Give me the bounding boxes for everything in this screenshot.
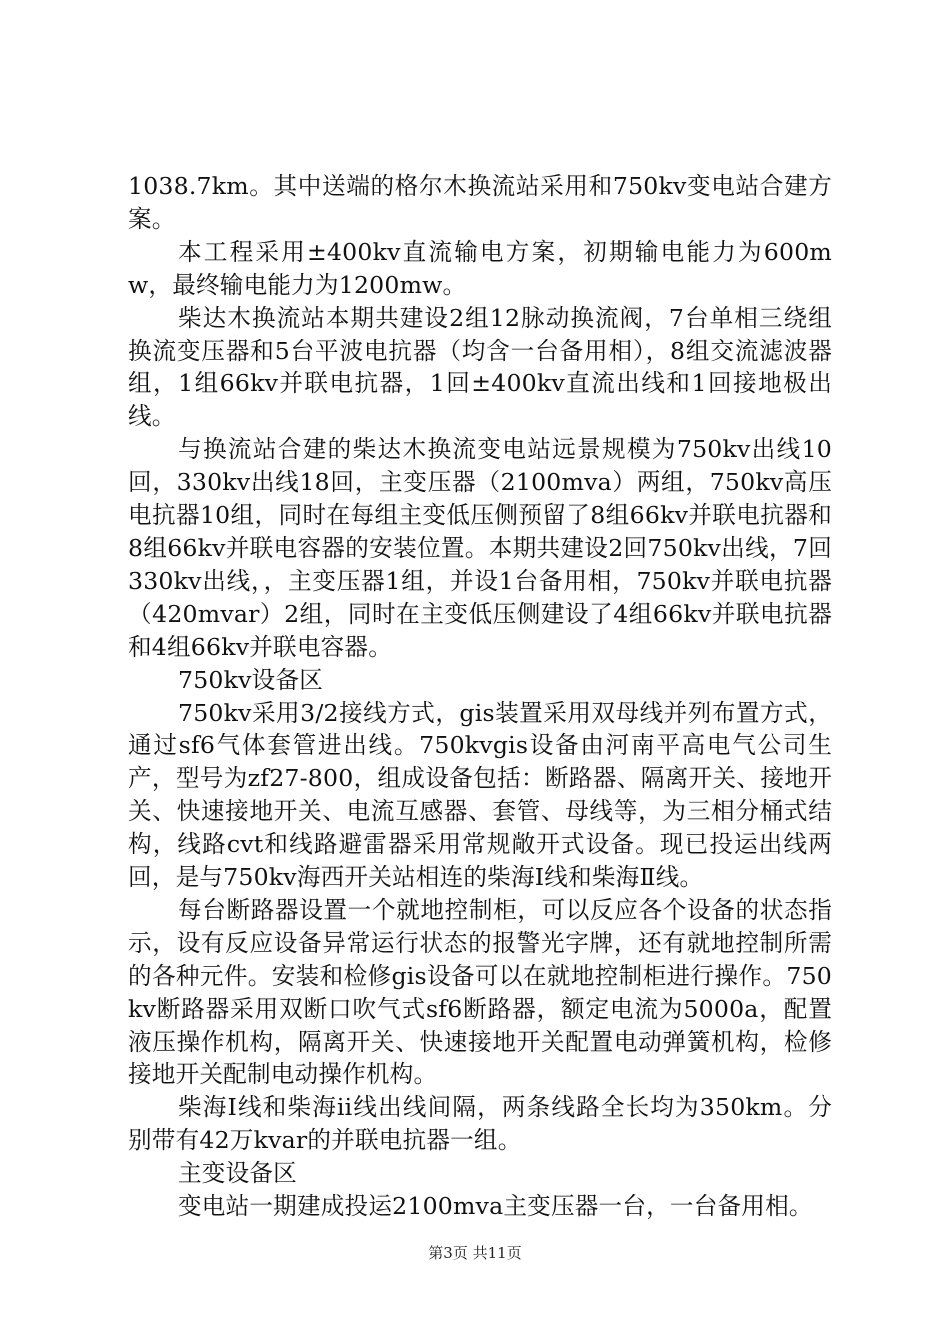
section-heading-main-transformer: 主变设备区 bbox=[178, 1159, 297, 1188]
section-heading-750kv: 750kv设备区 bbox=[178, 665, 324, 694]
paragraph-dc-scheme: 本工程采用±400kv直流输电方案，初期输电能力为600mw，最终输电能力为1200mw。 bbox=[128, 237, 832, 299]
paragraph-converter-station: 柴达木换流站本期共建设2组12脉动换流阀，7台单相三绕组换流变压器和5台平波电抗器（均含一台备用相），8组交流滤波器组，1组66kv并联电抗器，1回±400kv直流出线和1回接地极出线。 bbox=[128, 303, 832, 431]
paragraph-main-transformer: 变电站一期建成投运2100mva主变压器一台，一台备用相。 bbox=[178, 1192, 813, 1221]
paragraph-750kv-gis: 750kv采用3/2接线方式，gis装置采用双母线并列布置方式，通过sf6气体套管进出线。750kvgis设备由河南平高电气公司生产，型号为zf27-800，组成设备包括：断路器、隔离开关、接地开关、快速接地开关、电流互感器、套管、母线等，为三相分桶式结构，线路cvt和线路避雷器采用常规敞开式设备。现已投运出线两回，是与750kv海西开关站相连的柴海Ⅰ线和柴海Ⅱ线。 bbox=[128, 698, 832, 892]
paragraph-route-length: 1038.7km。其中送端的格尔木换流站采用和750kv变电站合建方案。 bbox=[128, 172, 832, 233]
document-body bbox=[128, 170, 832, 1223]
page-footer: 第3页 共11页 bbox=[428, 1244, 522, 1262]
paragraph-chaihai-lines: 柴海Ⅰ线和柴海ii线出线间隔，两条线路全长均为350km。分别带有42万kvar的并联电抗器一组。 bbox=[128, 1093, 832, 1155]
paragraph-breaker-control: 每台断路器设置一个就地控制柜，可以反应各个设备的状态指示，设有反应设备异常运行状态的报警光字牌，还有就地控制所需的各种元件。安装和检修gis设备可以在就地控制柜进行操作。750kv断路器采用双断口吹气式sf6断路器，额定电流为5000a，配置液压操作机构，隔离开关、快速接地开关配置电动弹簧机构，检修接地开关配制电动操作机构。 bbox=[128, 895, 832, 1089]
paragraph-substation-scale: 与换流站合建的柴达木换流变电站远景规模为750kv出线10回，330kv出线18回，主变压器（2100mva）两组，750kv高压电抗器10组，同时在每组主变低压侧预留了8组66kv并联电抗器和8组66kv并联电容器的安装位置。本期共建设2回750kv出线，7回330kv出线，，主变压器1组，并设1台备用相，750kv并联电抗器（420mvar）2组，同时在主变低压侧建设了4组66kv并联电抗器和4组66kv并联电容器。 bbox=[128, 435, 832, 661]
